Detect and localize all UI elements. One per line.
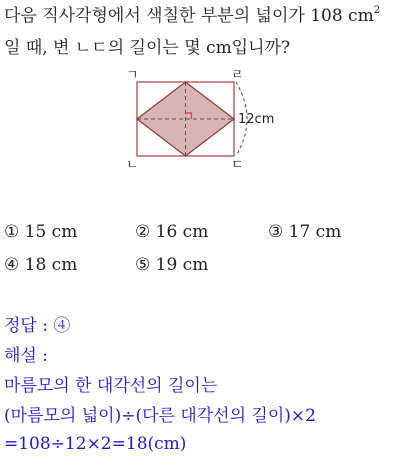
choice-4[interactable]: ④ 18 cm	[4, 255, 78, 275]
solution-line-1: 마름모의 한 대각선의 길이는	[4, 376, 218, 396]
corner-label-nieun: ㄴ	[126, 158, 139, 173]
question-line-2: 일 때, 변 ㄴㄷ의 길이는 몇 cm입니까?	[4, 38, 291, 58]
choice-1[interactable]: ① 15 cm	[4, 222, 78, 242]
solution-heading: 해설 :	[4, 346, 48, 366]
answer-line: 정답 : ④	[4, 316, 71, 336]
rectangle-figure	[0, 66, 400, 176]
corner-label-rieul: ㄹ	[231, 68, 244, 83]
solution-line-2: (마름모의 넓이)÷(다른 대각선의 길이)×2	[4, 406, 316, 426]
solution-line-3: =108÷12×2=18(cm)	[4, 434, 187, 454]
choice-5[interactable]: ⑤ 19 cm	[135, 255, 209, 275]
side-length-label: 12cm	[238, 112, 275, 127]
corner-label-giyeok: ㄱ	[126, 68, 139, 83]
corner-label-digeut: ㄷ	[231, 158, 244, 173]
unit-superscript: 2	[373, 5, 381, 16]
question-line-1	[4, 6, 380, 29]
choice-3[interactable]: ③ 17 cm	[268, 222, 342, 242]
question-line-1-text: 다음 직사각형에서 색칠한 부분의 넓이가 108 cm	[4, 6, 374, 26]
choice-2[interactable]: ② 16 cm	[135, 222, 209, 242]
